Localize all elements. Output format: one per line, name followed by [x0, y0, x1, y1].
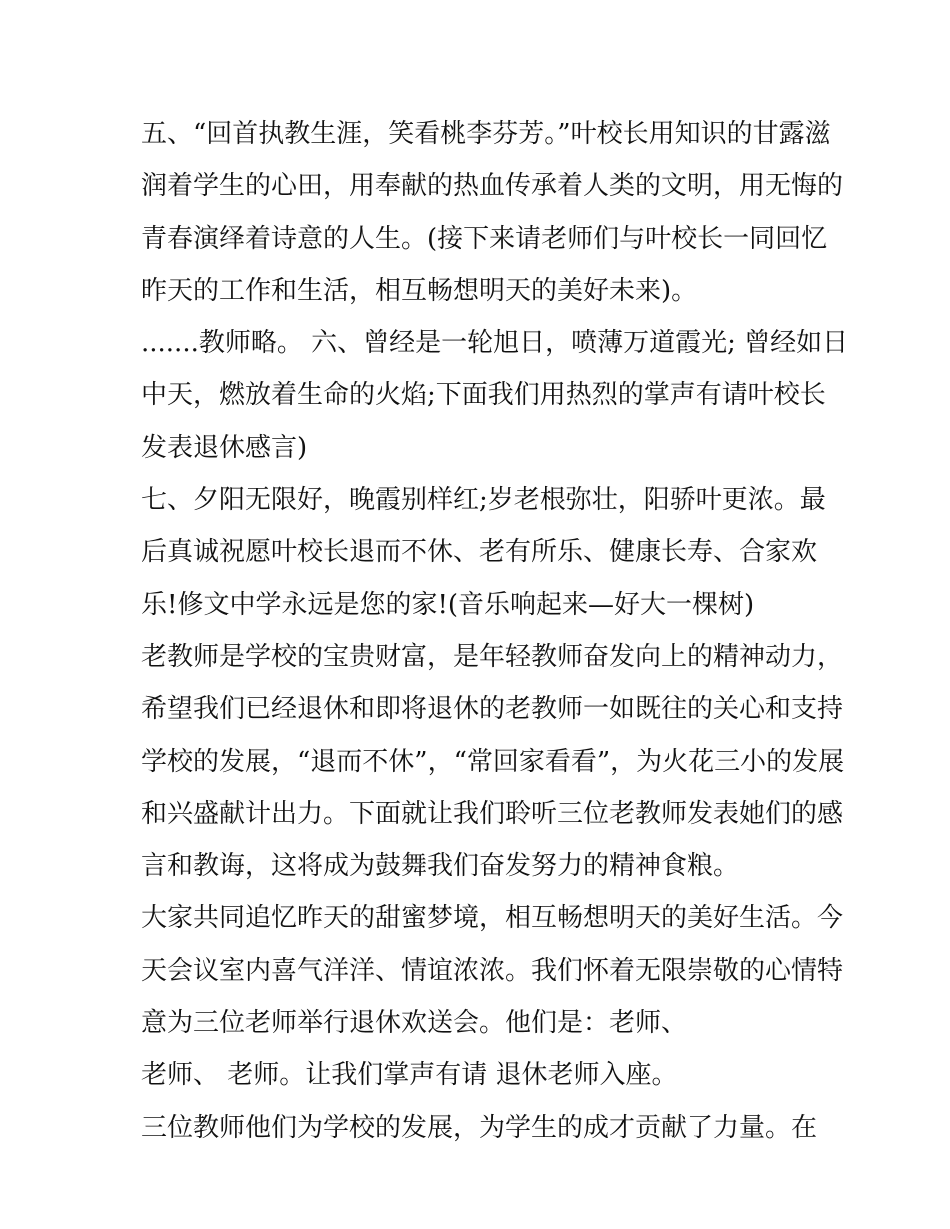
text-line-16: 大家共同追忆昨天的甜蜜梦境，相互畅想明天的美好生活。今	[141, 903, 844, 934]
text-line-4: 昨天的工作和生活，相互畅想明天的美好未来)。	[141, 275, 698, 306]
text-line-13: 学校的发展，“退而不休”，“常回家看看”，为火花三小的发展	[141, 746, 845, 777]
text-line-17: 天会议室内喜气洋洋、情谊浓浓。我们怀着无限崇敬的心情特	[141, 955, 844, 986]
text-line-19: 老师、 老师。让我们掌声有请 退休老师入座。	[141, 1060, 678, 1091]
text-line-9: 后真诚祝愿叶校长退而不休、老有所乐、健康长寿、合家欢	[141, 537, 818, 568]
text-line-10: 乐!修文中学永远是您的家!(音乐响起来—好大一棵树)	[141, 589, 755, 620]
text-line-5: .......教师略。 六、曾经是一轮旭日，喷薄万道霞光; 曾经如日	[141, 328, 849, 359]
text-line-20: 三位教师他们为学校的发展，为学生的成才贡献了力量。在	[141, 1112, 818, 1143]
text-line-3: 青春演绎着诗意的人生。(接下来请老师们与叶校长一同回忆	[141, 223, 828, 254]
text-line-2: 润着学生的心田，用奉献的热血传承着人类的文明，用无悔的	[141, 171, 844, 202]
text-line-11: 老教师是学校的宝贵财富，是年轻教师奋发向上的精神动力，	[141, 641, 844, 672]
text-line-1: 五、“回首执教生涯，笑看桃李芬芳。”叶校长用知识的甘露滋	[141, 119, 831, 149]
text-line-8: 七、夕阳无限好，晚霞别样红;岁老根弥壮，阳骄叶更浓。最	[141, 485, 826, 516]
document-body	[141, 108, 849, 1154]
text-line-6: 中天，燃放着生命的火焰;下面我们用热烈的掌声有请叶校长	[141, 380, 826, 411]
text-line-18: 意为三位老师举行退休欢送会。他们是：老师、	[141, 1008, 688, 1039]
text-line-14: 和兴盛献计出力。下面就让我们聆听三位老教师发表她们的感	[141, 798, 844, 829]
text-line-7: 发表退休感言)	[141, 432, 308, 463]
text-line-12: 希望我们已经退休和即将退休的老教师一如既往的关心和支持	[141, 694, 844, 725]
text-line-15: 言和教诲，这将成为鼓舞我们奋发努力的精神食粮。	[141, 851, 740, 882]
